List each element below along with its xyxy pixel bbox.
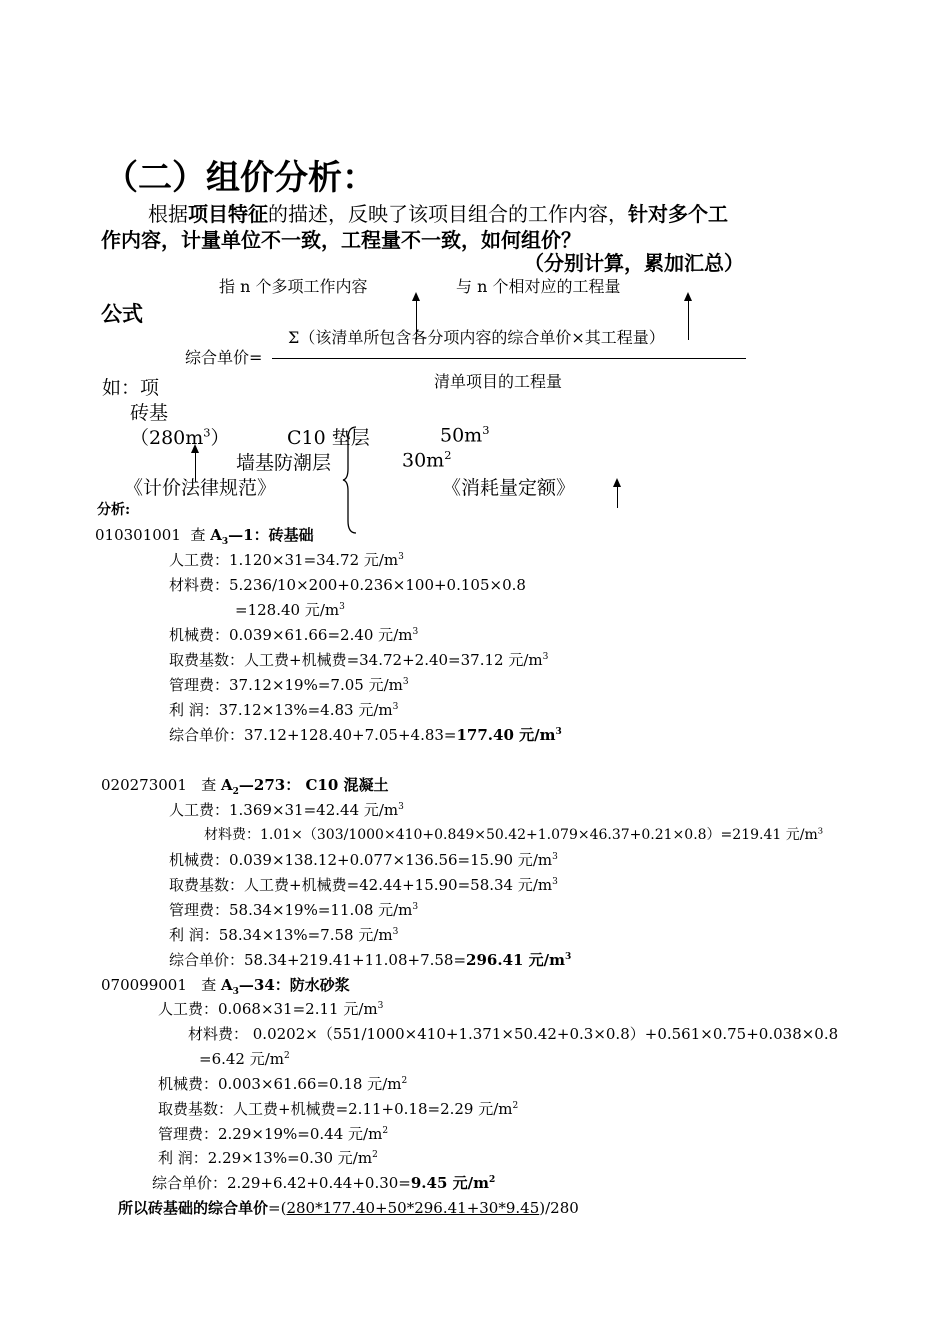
calc-text: 人工费：1.369×31=42.44 元/m [169, 801, 399, 819]
qty-text: ） [210, 427, 230, 449]
arrow-up-icon [617, 486, 618, 508]
block2-line: 管理费：58.34×19%=11.08 元$/m^3$ [169, 901, 419, 919]
calc-text: 管理费：37.12×19%=7.05 元/m [169, 676, 403, 694]
intro-bold: 项目特征 [188, 202, 268, 226]
calc-text: 综合单价：2.29+6.42+0.44+0.30= [152, 1174, 411, 1192]
calc-text: =128.40 元/m [235, 601, 340, 619]
quota-ref: A [221, 776, 233, 794]
intro-line-3: （分别计算，累加汇总） [524, 251, 744, 275]
qty-unit-sup: 3 [482, 423, 490, 437]
qty-text: （280m [130, 427, 204, 449]
item-code: 070099001 [101, 976, 187, 994]
qty-unit-sup: 3 [203, 425, 211, 440]
block2-line: 材料费：1.01×（303/1000×410+0.849×50.42+1.079×46.37+0.21×0.8）=219.41 元$/m^3$ [204, 825, 824, 843]
block3-line: =6.42 元$/m^2$ [199, 1050, 290, 1068]
block3-line: 取费基数：人工费+机械费=2.11+0.18=2.29 元$/m^2$ [158, 1100, 519, 1118]
conclusion-text: )/280 [539, 1199, 579, 1217]
fraction-line [272, 358, 746, 359]
block1-total: 综合单价：37.12+128.40+7.05+4.83=177.40 元$/m^3$ [169, 726, 562, 744]
total-value: 9.45 元/m [410, 1174, 489, 1192]
analysis-label: 分析: [97, 502, 131, 518]
block3-line: 人工费：0.068×31=2.11 元$/m^3$ [158, 1000, 384, 1018]
calc-text: 取费基数：人工费+机械费=2.11+0.18=2.29 元/m [158, 1100, 513, 1118]
block1-line: 机械费：0.039×61.66=2.40 元$/m^3$ [169, 626, 419, 644]
block1-line: 取费基数：人工费+机械费=34.72+2.40=37.12 元$/m^3$ [169, 651, 549, 669]
example-label: 如：项 [102, 377, 160, 399]
calc-text: 取费基数：人工费+机械费=42.44+15.90=58.34 元/m [169, 876, 553, 894]
block2-line: 利 润：58.34×13%=7.58 元$/m^3$ [169, 926, 399, 944]
calc-text: 取费基数：人工费+机械费=34.72+2.40=37.12 元/m [169, 651, 543, 669]
block1-line: 人工费：1.120×31=34.72 元$/m^3$ [169, 551, 404, 569]
quota-ref-sub: 3 [232, 987, 239, 997]
lookup-text: 查 [190, 526, 206, 544]
item-code: 010301001 [95, 526, 181, 544]
block1-line: 材料费：5.236/10×200+0.236×100+0.105×0.8 [169, 576, 526, 594]
block2-total: 综合单价：58.34+219.41+11.08+7.58=296.41 元$/m^3$ [169, 951, 572, 969]
block1-line: 管理费：37.12×19%=7.05 元$/m^3$ [169, 676, 409, 694]
calc-text: 机械费：0.003×61.66=0.18 元/m [158, 1075, 402, 1093]
block3-header [101, 974, 350, 997]
conclusion-label: 所以砖基础的综合单价 [118, 1199, 269, 1217]
wall-qty [402, 448, 451, 471]
block1-line: =128.40 元$/m^3$ [235, 601, 345, 619]
block3-line: 机械费：0.003×61.66=0.18 元$/m^2$ [158, 1075, 408, 1093]
lookup-text: 查 [201, 976, 217, 994]
intro-text: 的描述，反映了该项目组合的工作内容， [268, 202, 628, 226]
calc-text: =6.42 元/m [199, 1050, 285, 1068]
calc-text: 利 润：37.12×13%=4.83 元/m [169, 701, 393, 719]
wall-layer: 墙基防潮层 [236, 452, 332, 474]
brace-icon [342, 425, 362, 535]
block2-line: 取费基数：人工费+机械费=42.44+15.90=58.34 元$/m^3$ [169, 876, 558, 894]
calc-text: 综合单价：37.12+128.40+7.05+4.83= [169, 726, 457, 744]
ref-left: 《计价法律规范》 [124, 477, 277, 499]
qty-text: 50m [440, 424, 483, 447]
total-value: 296.41 元/m [466, 951, 566, 969]
calc-text: 利 润：2.29×13%=0.30 元/m [158, 1149, 373, 1167]
calc-text: 机械费：0.039×61.66=2.40 元/m [169, 626, 413, 644]
qty-unit-sup: 2 [444, 448, 452, 462]
example-qty [130, 423, 230, 450]
intro-line-2: 作内容，计量单位不一致，工程量不一致，如何组价？ [101, 228, 581, 252]
block3-line: 管理费：2.29×19%=0.44 元$/m^2$ [158, 1125, 389, 1143]
block2-line: 机械费：0.039×138.12+0.077×136.56=15.90 元$/m^3$ [169, 851, 558, 869]
calc-text: 利 润：58.34×13%=7.58 元/m [169, 926, 393, 944]
block2-header [101, 774, 389, 797]
quota-ref: A [210, 526, 222, 544]
lookup-text: 查 [201, 776, 217, 794]
intro-line-1 [148, 198, 728, 227]
item-code: 020273001 [101, 776, 187, 794]
block3-total: 综合单价：2.29+6.42+0.44+0.30=9.45 元$/m^2$ [152, 1174, 496, 1192]
block1-header [95, 524, 314, 547]
block3-line: 利 润：2.29×13%=0.30 元$/m^2$ [158, 1149, 378, 1167]
conclusion-expr: 280*177.40+50*296.41+30*9.45 [286, 1199, 540, 1217]
formula-denominator: 清单项目的工程量 [434, 372, 563, 391]
calc-text: 人工费：0.068×31=2.11 元/m [158, 1000, 378, 1018]
section-heading: （二）组价分析： [104, 158, 376, 198]
block1-line: 利 润：37.12×13%=4.83 元$/m^3$ [169, 701, 399, 719]
conclusion [118, 1197, 579, 1218]
block3-line: 材料费： 0.0202×（551/1000×410+1.371×50.42+0.3×0.8）+0.561×0.75+0.038×0.8 [188, 1025, 839, 1043]
calc-text: 材料费：1.01×（303/1000×410+0.849×50.42+1.079×46.37+0.21×0.8）=219.41 元/m [204, 827, 818, 843]
c10-qty [440, 423, 489, 446]
calc-text: 管理费：58.34×19%=11.08 元/m [169, 901, 413, 919]
quota-ref-sub: 3 [221, 537, 229, 547]
formula-note-right: 与 n 个相对应的工程量 [456, 277, 621, 296]
formula-note-left: 指 n 个多项工作内容 [219, 277, 368, 296]
quota-ref: A [221, 976, 233, 994]
calc-text: 机械费：0.039×138.12+0.077×136.56=15.90 元/m [169, 851, 553, 869]
qty-text: 30m [402, 449, 445, 472]
example-item: 砖基 [130, 402, 169, 424]
calc-text: 管理费：2.29×19%=0.44 元/m [158, 1125, 383, 1143]
conclusion-text: =( [268, 1199, 287, 1217]
c10-layer: C10 垫层 [287, 427, 370, 449]
formula-label: 公式 [101, 301, 143, 326]
intro-bold: 针对多个工 [628, 202, 728, 226]
intro-text: 根据 [148, 202, 188, 226]
quota-ref: —273： C10 混凝土 [238, 776, 389, 794]
quota-ref: —34：防水砂浆 [238, 976, 350, 994]
ref-right: 《消耗量定额》 [442, 477, 576, 499]
quota-ref-sub: 2 [232, 787, 239, 797]
quota-ref: —1：砖基础 [228, 526, 314, 544]
arrow-up-icon [688, 300, 689, 340]
block2-line: 人工费：1.369×31=42.44 元$/m^3$ [169, 801, 404, 819]
total-value: 177.40 元/m [456, 726, 556, 744]
calc-text: 人工费：1.120×31=34.72 元/m [169, 551, 399, 569]
formula-numerator: Σ（该清单所包含各分项内容的综合单价×其工程量） [288, 328, 665, 347]
calc-text: 综合单价：58.34+219.41+11.08+7.58= [169, 951, 467, 969]
formula-lhs: 综合单价= [185, 348, 263, 367]
